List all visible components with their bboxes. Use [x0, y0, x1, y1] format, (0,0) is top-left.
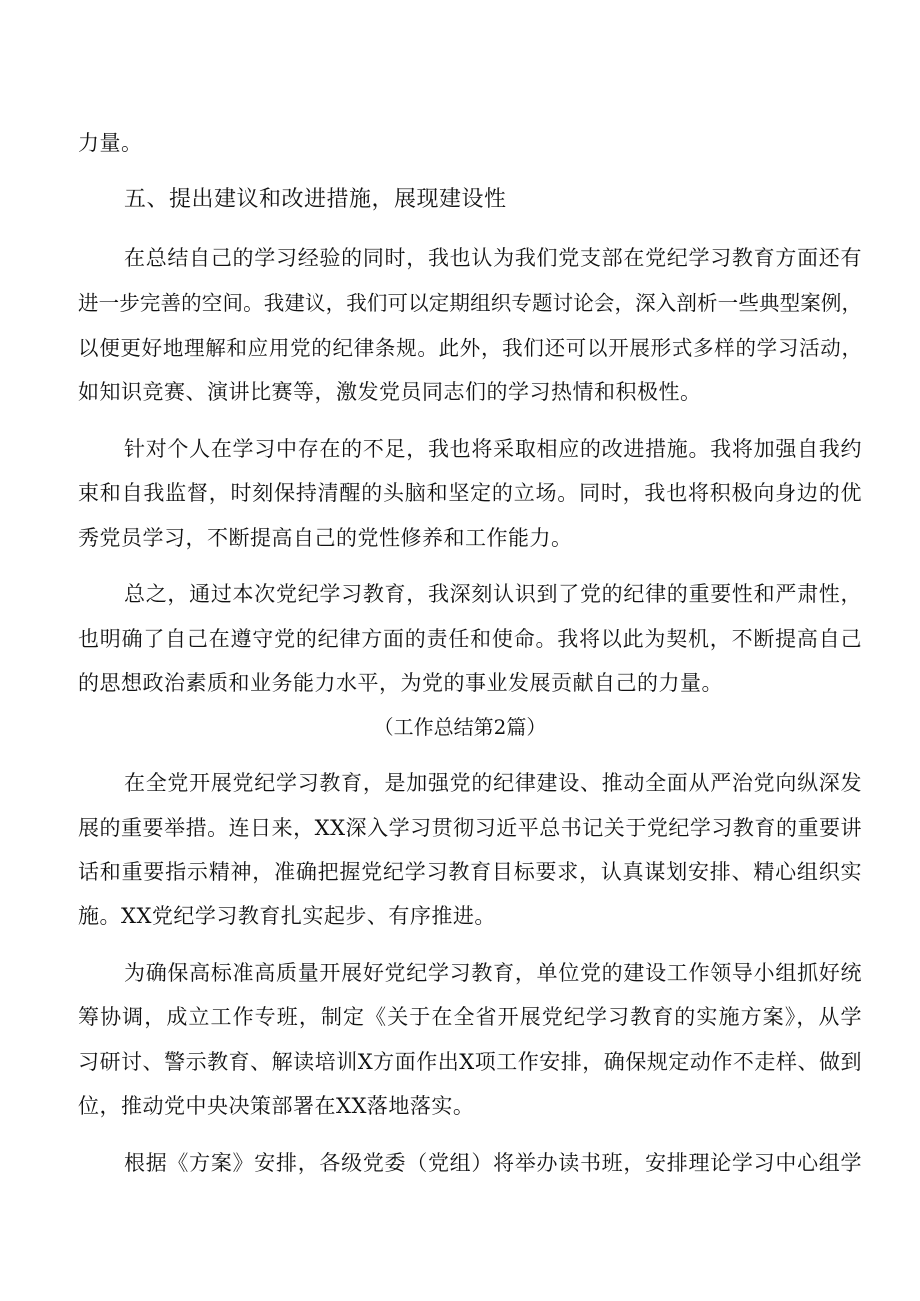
paragraph-line: 话和重要指示精神，准确把握党纪学习教育目标要求，认真谋划安排、精心组织实: [78, 860, 862, 884]
paragraph-line: 如知识竞赛、演讲比赛等，激发党员同志们的学习热情和积极性。: [78, 380, 702, 404]
paragraph-line: 根据《方案》安排，各级党委（党组）将举办读书班，安排理论学习中心组学: [124, 1151, 862, 1175]
part-title: （工作总结第2篇）: [373, 715, 547, 739]
paragraph-line: 秀党员学习，不断提高自己的党性修养和工作能力。: [78, 526, 573, 550]
paragraph-line: 为确保高标准高质量开展好党纪学习教育，单位党的建设工作领导小组抓好统: [124, 961, 862, 985]
paragraph-line: 束和自我监督，时刻保持清醒的头脑和坚定的立场。同时，我也将积极向身边的优: [78, 481, 862, 505]
paragraph-line: 习研讨、警示教育、解读培训X方面作出X项工作安排，确保规定动作不走样、做到: [78, 1050, 862, 1074]
paragraph-line: 也明确了自己在遵守党的纪律方面的责任和使命。我将以此为契机，不断提高自己: [78, 627, 862, 651]
paragraph-line: 在总结自己的学习经验的同时，我也认为我们党支部在党纪学习教育方面还有: [124, 246, 862, 270]
paragraph-line: 的思想政治素质和业务能力水平，为党的事业发展贡献自己的力量。: [78, 671, 723, 695]
paragraph-line: 针对个人在学习中存在的不足，我也将采取相应的改进措施。我将加强自我约: [124, 437, 862, 461]
paragraph-line: 总之，通过本次党纪学习教育，我深刻认识到了党的纪律的重要性和严肃性，: [124, 582, 862, 606]
paragraph-line: 位，推动党中央决策部署在XX落地落实。: [78, 1094, 475, 1118]
paragraph-line: 展的重要举措。连日来，XX深入学习贯彻习近平总书记关于党纪学习教育的重要讲: [78, 816, 862, 840]
paragraph-line: 筹协调，成立工作专班，制定《关于在全省开展党纪学习教育的实施方案》，从学: [78, 1005, 862, 1029]
paragraph-line: 以便更好地理解和应用党的纪律条规。此外，我们还可以开展形式多样的学习活动，: [78, 336, 862, 360]
paragraph-line: 在全党开展党纪学习教育，是加强党的纪律建设、推动全面从严治党向纵深发: [124, 771, 862, 795]
paragraph-line: 进一步完善的空间。我建议，我们可以定期组织专题讨论会，深入剖析一些典型案例，: [78, 291, 862, 315]
paragraph-line: 施。XX党纪学习教育扎实起步、有序推进。: [78, 904, 496, 928]
text-fragment-top: 力量。: [78, 131, 143, 155]
section-heading: 五、提出建议和改进措施，展现建设性: [124, 187, 507, 212]
